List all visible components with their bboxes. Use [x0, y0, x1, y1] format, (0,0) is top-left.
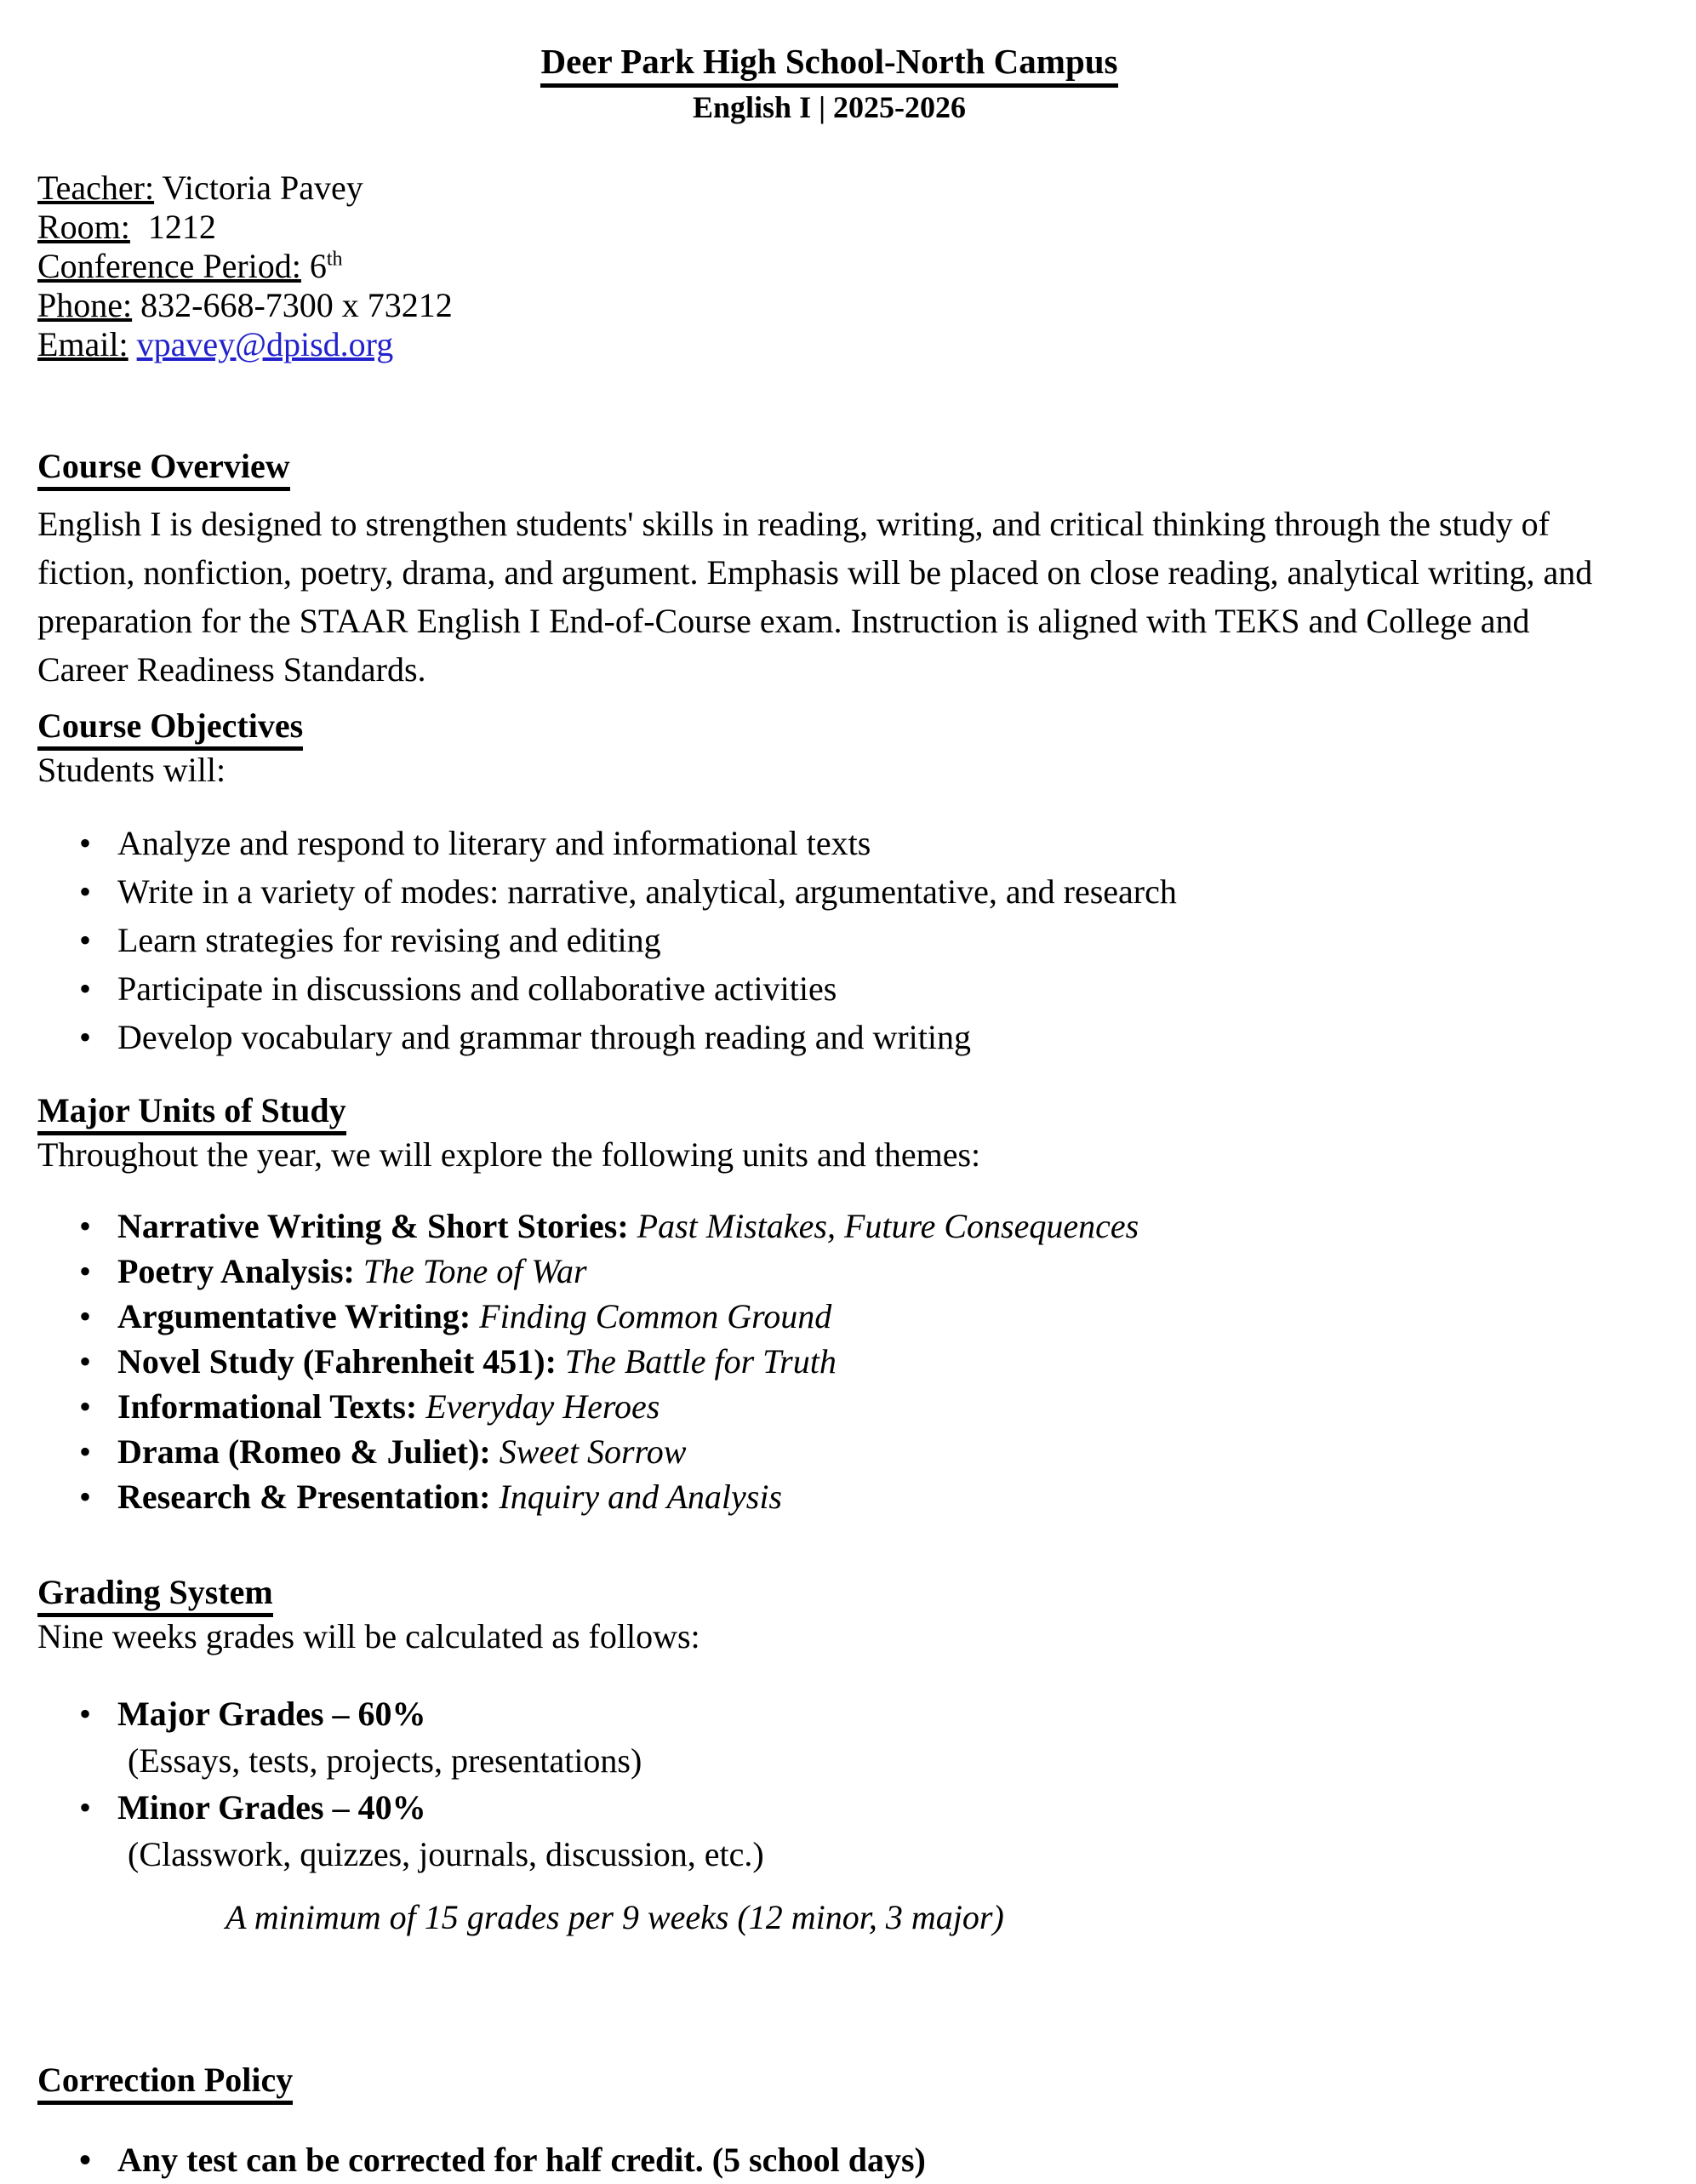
unit-theme: Everyday Heroes — [425, 1387, 660, 1426]
teacher-label: Teacher: — [37, 169, 155, 207]
email-link[interactable]: vpavey@dpisd.org — [136, 325, 394, 363]
grading-label: Major Grades – 60% — [117, 1695, 426, 1733]
unit-item — [37, 1249, 1621, 1294]
objective-item — [37, 1013, 1621, 1061]
bullet-marker: • — [79, 872, 92, 911]
grading-system-intro: Nine weeks grades will be calculated as follows: — [37, 1617, 700, 1655]
email-label: Email: — [37, 325, 128, 363]
unit-theme: The Battle for Truth — [564, 1342, 837, 1381]
bullet-marker: • — [79, 1695, 92, 1733]
school-name-text: Deer Park High School-North Campus — [540, 41, 1117, 88]
room-line — [37, 208, 1621, 247]
grades-minimum-note: A minimum of 15 grades per 9 weeks (12 minor, 3 major) — [226, 1898, 1004, 1936]
email-line — [37, 325, 1621, 364]
objective-text: Write in a variety of modes: narrative, analytical, argumentative, and research — [117, 872, 1177, 911]
bullet-marker: • — [79, 1387, 92, 1426]
phone-label: Phone: — [37, 286, 133, 324]
grading-list — [37, 1690, 1621, 1878]
bullet-marker: • — [79, 1018, 92, 1056]
grading-detail-major: (Essays, tests, projects, presentations) — [128, 1741, 642, 1780]
correction-text: Any test can be corrected for half credit. (5 school days) — [117, 2141, 926, 2179]
bullet-marker: • — [79, 1788, 92, 1827]
course-overview-section — [37, 446, 1621, 694]
bullet-marker: • — [79, 1432, 92, 1471]
objective-text: Analyze and respond to literary and informational texts — [117, 824, 871, 862]
unit-item — [37, 1474, 1621, 1519]
unit-item — [37, 1203, 1621, 1249]
course-objectives-heading: Course Objectives — [37, 706, 1621, 751]
phone-line — [37, 286, 1621, 325]
course-objectives-intro: Students will: — [37, 751, 226, 789]
unit-label: Poetry Analysis: — [117, 1252, 355, 1290]
objective-item — [37, 867, 1621, 916]
correction-policy-section — [37, 2060, 1621, 2184]
major-units-section — [37, 1090, 1621, 1519]
unit-item — [37, 1294, 1621, 1339]
unit-label: Narrative Writing & Short Stories: — [117, 1207, 629, 1245]
objective-text: Participate in discussions and collaborative activities — [117, 969, 837, 1008]
teacher-value: Victoria Pavey — [162, 169, 363, 207]
unit-theme: The Tone of War — [363, 1252, 587, 1290]
document-header — [37, 41, 1621, 128]
bullet-marker: • — [79, 1252, 92, 1290]
unit-label: Argumentative Writing: — [117, 1297, 471, 1335]
course-objectives-section — [37, 706, 1621, 1061]
conference-period-line — [37, 247, 1621, 286]
bullet-marker: • — [79, 2141, 92, 2179]
grading-detail-minor: (Classwork, quizzes, journals, discussion, etc.) — [128, 1835, 764, 1873]
bullet-marker: • — [79, 824, 92, 862]
objective-text: Learn strategies for revising and editing — [117, 921, 661, 959]
unit-theme: Past Mistakes, Future Consequences — [637, 1207, 1139, 1245]
unit-label: Novel Study (Fahrenheit 451): — [117, 1342, 557, 1381]
unit-label: Drama (Romeo & Juliet): — [117, 1432, 491, 1471]
objective-text: Develop vocabulary and grammar through reading and writing — [117, 1018, 972, 1056]
correction-item — [37, 2135, 1621, 2184]
correction-policy-heading: Correction Policy — [37, 2060, 1621, 2105]
room-label: Room: — [37, 208, 130, 246]
correction-policy-list — [37, 2135, 1621, 2184]
objective-item — [37, 819, 1621, 867]
course-year-subtitle: English I | 2025-2026 — [693, 90, 966, 124]
unit-item — [37, 1384, 1621, 1429]
unit-theme: Finding Common Ground — [479, 1297, 832, 1335]
grading-item-major — [37, 1690, 1621, 1737]
unit-label: Research & Presentation: — [117, 1478, 491, 1516]
grading-label: Minor Grades – 40% — [117, 1788, 426, 1827]
major-units-intro: Throughout the year, we will explore the following units and themes: — [37, 1135, 981, 1174]
grading-item-minor — [37, 1784, 1621, 1831]
major-units-list — [37, 1203, 1621, 1519]
bullet-marker: • — [79, 1207, 92, 1245]
unit-theme: Sweet Sorrow — [499, 1432, 687, 1471]
ordinal-suffix: th — [326, 248, 343, 271]
unit-label: Informational Texts: — [117, 1387, 418, 1426]
unit-theme: Inquiry and Analysis — [499, 1478, 782, 1516]
bullet-marker: • — [79, 1342, 92, 1381]
unit-item — [37, 1339, 1621, 1384]
phone-value: 832-668-7300 x 73212 — [140, 286, 453, 324]
bullet-marker: • — [79, 969, 92, 1008]
conference-period-label: Conference Period: — [37, 247, 301, 285]
objective-item — [37, 964, 1621, 1013]
bullet-marker: • — [79, 921, 92, 959]
school-name-title — [37, 41, 1621, 88]
grading-system-heading: Grading System — [37, 1572, 1621, 1617]
unit-item — [37, 1429, 1621, 1474]
teacher-line — [37, 169, 1621, 208]
room-value: 1212 — [147, 208, 216, 246]
conference-period-value: 6th — [309, 247, 343, 285]
grading-system-section — [37, 1572, 1621, 1937]
objective-item — [37, 916, 1621, 964]
course-objectives-list — [37, 819, 1621, 1061]
major-units-heading: Major Units of Study — [37, 1090, 1621, 1135]
teacher-info-block — [37, 169, 1621, 364]
bullet-marker: • — [79, 1478, 92, 1516]
course-overview-heading: Course Overview — [37, 446, 1621, 491]
bullet-marker: • — [79, 1297, 92, 1335]
course-overview-text: English I is designed to strengthen students' skills in reading, writing, and critical thinking through the study of fiction, nonfiction, poetry, drama, and argument. Emphasis will be placed on close reading, analytical writing, and preparation for the STAAR English I End-of-Course exam. Instruction is aligned with TEKS and College and Career Readiness Standards. — [37, 505, 1593, 689]
